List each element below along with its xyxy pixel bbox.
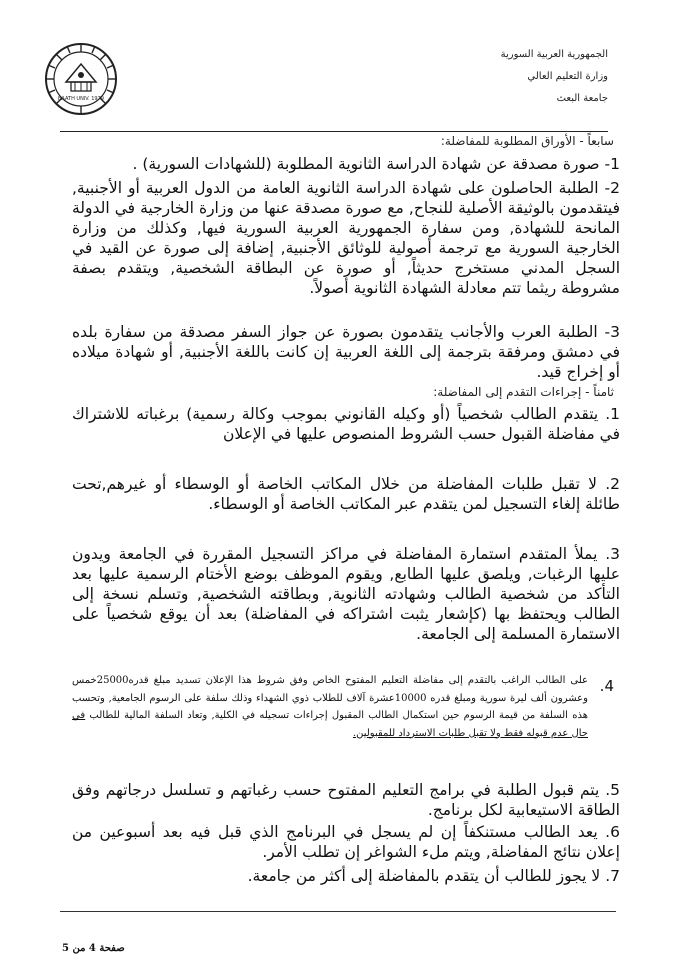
section-7-item-3: 3- الطلبة العرب والأجانب يتقدمون بصورة عن جواز السفر مصدقة من سفارة بلده في دمشق ومرفقة بترجمة إلى اللغة العربية إن كانت باللغة الأجنبية, أو شهادة ميلاده أو إخراج قيد. — [72, 323, 620, 381]
section-8-item-3: 3. يملأ المتقدم استمارة المفاضلة في مراكز التسجيل المقررة في الجامعة ويدون عليها الرغبات, ويلصق عليها الطابع, ويقوم الموظف بوضع الأختام الرسمية عليها بعد التأكد من شخصية الطالب وشهادته الثانوية, وبطاقته الشخصية, وتسلم نسخة إلى الطالب ويحتفظ بها (كإشعار يثبت اشتراكه في المفاضلة) بعد أن يوقع شخصياً على الاستمارة المسلمة إلى الجامعة. — [72, 545, 620, 643]
section-7-title: سابعاً - الأوراق المطلوبة للمفاضلة: — [440, 134, 614, 148]
section-7-item-2: 2- الطلبة الحاصلون على شهادة الدراسة الثانوية العامة من الدول العربية أو الأجنبية, فيتقدمون بالوثيقة الأصلية للنجاح, مع صورة مصدقة عنها من وزارة الخارجية في الدولة المانحة للشهادة, ومن سفارة الجمهورية العربية السورية فيها, وكذلك من وزارة الخارجية السورية مع ترجمة أصولية للوثائق الأجنبية, إضافة إلى صورة عن القيد في السجل المدني مستخرج حديثاً, أو صورة عن البطاقة الشخصية, ويتقدم بصفة مشروطة ريثما تتم معادلة الشهادة الثانوية أصولاً. — [72, 179, 620, 297]
section-8-item-7: 7. لا يجوز للطالب أن يتقدم بالمفاضلة إلى أكثر من جامعة. — [247, 867, 620, 885]
section-8-item-6: 6. يعد الطالب مستنكفاً إن لم يسجل في البرنامج الذي قبل فيه بعد أسبوعين من إعلان نتائج المفاضلة, ويتم ملء الشواغر إن تطلب الأمر. — [72, 823, 620, 861]
page-number: صفحة 4 من 5 — [62, 943, 125, 954]
letterhead — [501, 44, 608, 110]
letterhead-university: جامعة البعث — [556, 93, 608, 104]
header-divider — [60, 131, 608, 132]
section-8-title: ثامناً - إجراءات التقدم إلى المفاضلة: — [433, 385, 614, 399]
section-8-item-2: 2. لا تقبل طلبات المفاضلة من خلال المكاتب الخاصة أو الوسطاء أو غيرهم,تحت طائلة إلغاء التسجيل لمن يتقدم عبر المكاتب الخاصة أو الوسطاء. — [72, 475, 620, 513]
section-7-item-1: 1- صورة مصدقة عن شهادة الدراسة الثانوية المطلوبة (للشهادات السورية) . — [132, 155, 620, 173]
item-4-number: 4. — [599, 677, 614, 695]
item-4-underlined-text: في حال عدم قبوله فقط ولا تقبل طلبات الاسترداد للمقبولين. — [72, 710, 588, 739]
footer-divider — [60, 911, 616, 912]
section-8-item-5: 5. يتم قبول الطلبة في برامج التعليم المفتوح حسب رغباتهم و تسلسل درجاتهم وفق الطاقة الاستيعابية لكل برنامج. — [72, 781, 620, 819]
letterhead-country: الجمهورية العربية السورية — [500, 49, 608, 60]
letterhead-ministry: وزارة التعليم العالي — [527, 71, 608, 82]
university-seal-icon — [44, 42, 118, 116]
item-4-body — [72, 672, 588, 742]
section-8-item-1: 1. يتقدم الطالب شخصياً (أو وكيله القانوني بموجب وكالة رسمية) برغباته للاشتراك في مفاضلة القبول حسب الشروط المنصوص عليها في الإعلان — [72, 405, 620, 443]
seal-caption: BAATH UNIV. 1979 — [58, 96, 104, 102]
item-4-text: على الطالب الراغب بالتقدم إلى مفاضلة التعليم المفتوح الخاص وفق شروط هذا الإعلان تسديد مبلغ قدره25000خمس وعشرون ألف ليرة سورية ومبلغ قدره 10000عشرة آلاف للطلاب ذوي الشهداء وذلك سلفة على الرسوم الجامعية, وتحسب هذه السلفة من قيمة الرسوم حين استكمال الطالب المقبول إجراءات تسجيله في الكلية, وتعاد السلفة المالية للطالب — [72, 675, 588, 721]
